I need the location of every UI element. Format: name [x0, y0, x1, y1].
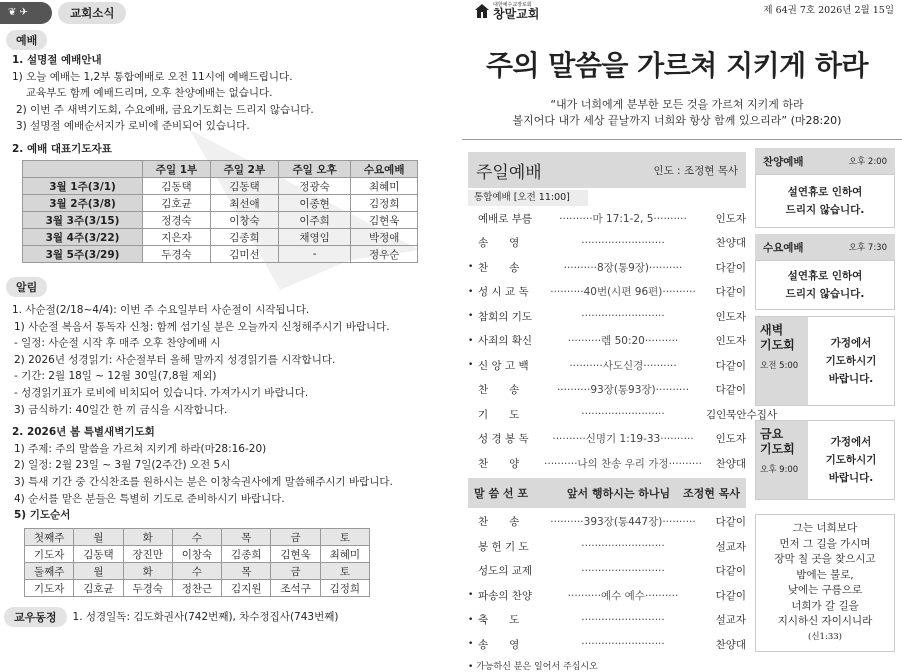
order-performer: 인도자: [715, 335, 746, 348]
order-item: 참회의 기도: [478, 310, 533, 323]
rota-cell: 김현욱: [351, 212, 418, 229]
sermon-label: 말 씀 선 포: [474, 486, 528, 500]
prayer-cell: 김동택: [74, 546, 123, 563]
side-column: [755, 148, 895, 652]
friday-time: 오후 9:00: [760, 465, 799, 475]
order-row: [468, 632, 746, 657]
rota-cell: 김동택: [210, 178, 278, 195]
praise-title: 찬양예배: [763, 155, 804, 168]
order-detail: ··········렘 50:20··········: [567, 335, 679, 348]
prayer-cell: 이창숙: [172, 546, 221, 563]
rota-cell: 정경숙: [143, 212, 211, 229]
friday-body: [808, 421, 894, 499]
order-performer: 인도자: [715, 310, 746, 323]
prayer-cell: 금: [271, 563, 320, 580]
order-list: [468, 510, 746, 657]
order-detail: ··········93장(통93장)··········: [556, 384, 690, 397]
prayer-cell: 최혜미: [320, 546, 369, 563]
order-detail: ··········사도신경··········: [569, 359, 677, 372]
order-item: 성 경 봉 독: [478, 433, 529, 446]
notice-line: 3) 금식하기: 40일간 한 끼 금식을 시작합니다.: [14, 403, 228, 416]
poem-line: 그는 너희보다: [792, 522, 858, 534]
prayer-cell: 수: [172, 563, 221, 580]
prayer-cell: 김정희: [320, 580, 369, 597]
friday-body-line: 바랍니다.: [828, 472, 874, 484]
notice-line: 2) 일정: 2월 23일 ~ 3월 7일(2주간) 오전 5시: [14, 459, 231, 472]
main-title: 주의 말씀을 가르쳐 지키게 하라: [485, 49, 869, 82]
order-row: [468, 402, 778, 427]
order-detail: ·························: [581, 408, 665, 421]
bullet-mark: •: [468, 286, 474, 297]
members-news: [4, 607, 338, 627]
order-performer: 찬양대: [715, 638, 746, 651]
order-performer: 인도자: [715, 433, 746, 446]
dawn-body-line: 기도하시기: [825, 355, 877, 367]
notice-line: - 기간: 2월 18일 ~ 12월 30일(7,8월 제외): [14, 370, 217, 383]
prayer-cell: 둘째주: [25, 563, 74, 580]
rota-cell: 김미선: [210, 246, 278, 263]
prayer-cell: 정찬근: [172, 580, 221, 597]
sermon-title: 앞서 행하시는 하나님: [566, 486, 671, 500]
order-row: [468, 353, 746, 378]
rota-header: 주일 오후: [278, 161, 350, 178]
sermon-row: [468, 478, 746, 508]
rota-cell: 채영임: [278, 229, 350, 246]
rota-cell: 김정희: [351, 195, 418, 212]
wed-head: [755, 234, 895, 260]
notice-label: 알림: [6, 277, 47, 297]
olive-branch-icon: ❦ ✈: [0, 2, 52, 24]
notice-line: 4) 순서를 맡은 분들은 특별히 기도로 준비하시기 바랍니다.: [14, 492, 285, 505]
order-row: [468, 378, 746, 403]
church-tag: 대한예수교장로회: [493, 2, 532, 8]
prayer-cell: 김종희: [222, 546, 271, 563]
wed-body-line: 설연휴로 인하여: [787, 270, 863, 282]
order-item: 파송의 찬양: [478, 589, 533, 602]
notice-line: - 성경읽기표가 로비에 비치되어 있습니다. 가져가시기 바랍니다.: [14, 386, 309, 399]
notice-line: - 일정: 사순절 시작 후 매주 오후 찬양예배 시: [14, 337, 221, 350]
order-performer: 찬양대: [715, 237, 746, 250]
notice-line: 1) 사순절 복음서 통독자 신청: 함께 섬기실 분은 오늘까지 신청해주시기 바랍니다.: [14, 320, 390, 333]
prayer-cell: 조석구: [271, 580, 320, 597]
church-name: 창말교회: [493, 7, 540, 21]
worship-line: 3) 설명절 예배순서지가 로비에 준비되어 있습니다.: [16, 120, 250, 133]
bullet-mark: •: [468, 335, 474, 346]
dawn-time: 오전 5:00: [760, 361, 799, 371]
footnote: • 가능하신 분은 일어서 주십시오: [468, 661, 598, 672]
bullet-mark: •: [468, 590, 474, 601]
sermon-preacher: 조정현 목사: [683, 486, 740, 500]
rota-cell: 이창숙: [210, 212, 278, 229]
friday-body-line: 기도하시기: [825, 454, 877, 466]
order-detail: ··········마 17:1-2, 5··········: [559, 212, 687, 225]
prayer-cell: 목: [222, 563, 271, 580]
rota-cell: 김호균: [143, 195, 211, 212]
bullet-mark: •: [468, 262, 474, 273]
news-header-title: 교회소식: [58, 2, 126, 24]
order-performer: 설교자: [715, 614, 746, 627]
order-item: 기 도: [478, 408, 520, 421]
prayer-cell: 월: [74, 563, 123, 580]
rota-cell: 두경숙: [143, 246, 211, 263]
wed-body: [755, 260, 895, 310]
prayer-cell: 기도자: [25, 546, 74, 563]
order-item: 찬 송: [478, 384, 520, 397]
prayer-cell: 장진만: [123, 546, 172, 563]
rota-cell: 최혜미: [351, 178, 418, 195]
poem-line: 장막 칠 곳을 찾으시고: [774, 553, 876, 565]
prayer-cell: 금: [271, 529, 320, 546]
order-row: [468, 608, 746, 633]
rota-header: [23, 161, 143, 178]
bullet-mark: •: [468, 360, 474, 371]
order-item: 송 영: [478, 638, 520, 651]
prayer-cell: 화: [123, 563, 172, 580]
poem-line: 너희가 갈 길을: [791, 599, 859, 612]
order-row: [468, 329, 746, 354]
rota-cell: -: [278, 246, 350, 263]
order-item: 신 앙 고 백: [478, 359, 529, 372]
issue-info: 제 64권 7호 2026년 2월 15일: [763, 5, 894, 16]
order-item: 봉 헌 기 도: [478, 540, 529, 553]
verse-block: [452, 97, 902, 129]
order-row: [468, 559, 746, 584]
order-detail: ··········8장(통9장)··········: [563, 261, 683, 274]
order-item: 예배로 부름: [478, 212, 533, 225]
right-page: [452, 0, 902, 672]
poem-line: 지시하신 자이시니라: [777, 615, 873, 627]
table-row: [23, 212, 418, 229]
order-detail: ··········예수 예수··········: [567, 589, 679, 602]
order-performer: 다같이: [715, 384, 746, 397]
rota-cell: 3월 1주(3/1): [23, 178, 143, 195]
rota-cell: 정우순: [351, 246, 418, 263]
order-detail: ··········393장(통447장)··········: [550, 516, 696, 529]
wed-body-line: 드리지 않습니다.: [785, 288, 865, 300]
order-row: [468, 206, 746, 231]
verse-line: 볼지어다 내가 세상 끝날까지 너희와 항상 함께 있으리라” (마28:20): [512, 114, 842, 127]
order-row: [468, 583, 746, 608]
service-header: [468, 152, 746, 188]
bullet-mark: •: [468, 311, 474, 322]
service-sub: 통합예배 [오전 11:00]: [468, 190, 588, 206]
rota-header: 주일 1부: [143, 161, 211, 178]
prayer-cell: 김지원: [222, 580, 271, 597]
rota-header: 수요예배: [351, 161, 418, 178]
order-item: 성 시 교 독: [478, 286, 529, 299]
order-performer: 다같이: [715, 516, 746, 529]
order-performer: 설교자: [715, 540, 746, 553]
service-title: 주일예배: [476, 162, 542, 183]
dawn-body-line: 가정에서: [830, 337, 872, 349]
divider: [462, 139, 902, 140]
notice-line: 2. 2026년 봄 특별새벽기도회: [12, 426, 155, 439]
poem-ref: (신1:33): [808, 631, 842, 642]
bullet-mark: •: [468, 614, 474, 625]
prayer-cell: 월: [74, 529, 123, 546]
worship-label-wrap: [6, 30, 47, 50]
rota-cell: 3월 5주(3/29): [23, 246, 143, 263]
prayer-cell: 두경숙: [123, 580, 172, 597]
notice-line: 2) 2026년 성경읽기: 사순절부터 올해 말까지 성경읽기를 시작합니다.: [14, 353, 336, 366]
order-performer: 다같이: [715, 261, 746, 274]
dawn-title-line: 기도회: [760, 338, 795, 352]
prayer-table-title: 2. 예배 대표기도자표: [12, 142, 112, 155]
dawn-box: [755, 316, 895, 406]
praise-body: [755, 174, 895, 228]
rota-cell: 지은자: [143, 229, 211, 246]
order-performer: 인도자: [715, 212, 746, 225]
rota-header: 주일 2부: [210, 161, 278, 178]
dawn-body-line: 바랍니다.: [828, 373, 874, 385]
order-item: 찬 송: [478, 516, 520, 529]
order-row: [468, 451, 746, 476]
poem-line: 낮에는 구름으로: [787, 584, 863, 596]
church-icon: [474, 3, 490, 19]
order-row: [468, 534, 746, 559]
poem-line: 먼저 그 길을 가시며: [779, 537, 871, 550]
order-item: 찬 양: [478, 457, 520, 470]
table-row: [23, 229, 418, 246]
order-detail: ·························: [581, 310, 665, 323]
order-row: [468, 427, 746, 452]
rota-cell: 최선애: [210, 195, 278, 212]
friday-title-line: 기도회: [760, 442, 795, 456]
order-detail: ··········나의 찬송 우리 가정··········: [544, 457, 702, 470]
members-text: 1. 성경일독: 김도화권사(742번째), 차수정집사(743번째): [72, 610, 339, 623]
order-performer: 다같이: [715, 286, 746, 299]
prayer-cell: 김호균: [74, 580, 123, 597]
rota-cell: 3월 2주(3/8): [23, 195, 143, 212]
friday-title: [756, 421, 808, 499]
order-performer: 찬양대: [715, 457, 746, 470]
order-row: [468, 231, 746, 256]
rota-cell: 김종희: [210, 229, 278, 246]
order-detail: ·························: [581, 236, 665, 249]
service-leader: 인도 : 조정현 목사: [653, 164, 738, 177]
friday-title-line: 금요: [760, 427, 784, 441]
order-row: [468, 255, 746, 280]
prayer-cell: 토: [320, 563, 369, 580]
prayer-cell: 토: [320, 529, 369, 546]
bullet-mark: •: [468, 639, 474, 650]
rota-cell: 3월 3주(3/15): [23, 212, 143, 229]
left-page: [0, 0, 450, 632]
dawn-body: [808, 317, 894, 405]
prayer-cell: 김현욱: [271, 546, 320, 563]
members-label: 교우동정: [4, 607, 67, 627]
notice-line: 1. 사순절(2/18~4/4): 이번 주 수요일부터 사순절이 시작됩니다.: [12, 304, 310, 316]
worship-line: 교육부도 함께 예배드리며, 오후 찬양예배는 없습니다.: [26, 87, 273, 100]
order-performer: 다같이: [715, 589, 746, 602]
friday-box: [755, 420, 895, 500]
notice-line: 5) 기도순서: [14, 509, 71, 522]
table-row: [25, 529, 370, 546]
order-detail: ·························: [581, 638, 665, 651]
order-item: 사죄의 확신: [478, 335, 533, 348]
order-detail: ·························: [581, 540, 665, 553]
notice-line: 3) 특새 기간 중 간식찬조를 원하시는 분은 이창숙권사에게 말씀해주시기 바랍니다.: [14, 475, 393, 488]
order-item: 성도의 교제: [478, 565, 533, 578]
table-row: [23, 178, 418, 195]
dawn-title: [756, 317, 808, 405]
rota-cell: 이주희: [278, 212, 350, 229]
worship-line: 2) 이번 주 새벽기도회, 수요예배, 금요기도회는 드리지 않습니다.: [16, 103, 314, 116]
order-row: [468, 510, 746, 535]
praise-time: 오후 2:00: [848, 157, 887, 167]
prayer-cell: 첫째주: [25, 529, 74, 546]
prayer-rota-table: [22, 160, 418, 263]
poem-box: [755, 514, 895, 652]
dawn-prayer-table: [24, 528, 370, 597]
verse-line: “내가 너희에게 분부한 모든 것을 가르쳐 지키게 하라: [550, 98, 804, 111]
news-header: [0, 2, 126, 24]
prayer-cell: 목: [222, 529, 271, 546]
order-row: [468, 280, 746, 305]
wed-time: 오후 7:30: [848, 243, 887, 253]
praise-head: [755, 148, 895, 174]
church-logo: [474, 2, 539, 20]
table-row: [25, 546, 370, 563]
dawn-title-line: 새벽: [760, 323, 784, 337]
order-detail: ··········40번(시편 96편)··········: [550, 286, 696, 299]
rota-cell: 이종현: [278, 195, 350, 212]
prayer-cell: 화: [123, 529, 172, 546]
rota-cell: 3월 4주(3/22): [23, 229, 143, 246]
order-item: 찬 송: [478, 261, 520, 274]
order-detail: ·························: [581, 613, 665, 626]
praise-body-line: 드리지 않습니다.: [785, 204, 865, 216]
order-performer: 다같이: [715, 359, 746, 372]
prayer-cell: 수: [172, 529, 221, 546]
worship-line: 1) 오늘 예배는 1,2부 통합예배로 오전 11시에 예배드립니다.: [12, 70, 293, 83]
notice-section: [12, 302, 393, 524]
notice-line: 1) 주제: 주의 말씀을 가르쳐 지키게 하라(마28:16-20): [14, 442, 267, 455]
rota-cell: 김동택: [143, 178, 211, 195]
table-row: [23, 246, 418, 263]
order-detail: ··········신명기 1:19-33··········: [552, 433, 694, 446]
rota-cell: 박정애: [351, 229, 418, 246]
rota-cell: 정광숙: [278, 178, 350, 195]
table-row: [25, 563, 370, 580]
prayer-cell: 기도자: [25, 580, 74, 597]
worship-section: [12, 52, 314, 158]
wed-title: 수요예배: [763, 241, 804, 254]
order-item: 송 영: [478, 237, 520, 250]
order-row: [468, 304, 746, 329]
order-performer: 다같이: [715, 565, 746, 578]
table-row: [23, 195, 418, 212]
notice-label-wrap: [6, 277, 47, 297]
poem-line: 밤에는 불로,: [796, 568, 854, 581]
order-performer: 김인묵안수집사: [706, 408, 778, 421]
order-item: 축 도: [478, 614, 520, 627]
praise-body-line: 설연휴로 인하여: [787, 186, 863, 198]
worship-label: 예배: [6, 30, 47, 50]
order-detail: ·························: [581, 564, 665, 577]
table-row: [25, 580, 370, 597]
friday-body-line: 가정에서: [830, 436, 872, 448]
worship-line: 1. 설명절 예배안내: [12, 54, 102, 66]
